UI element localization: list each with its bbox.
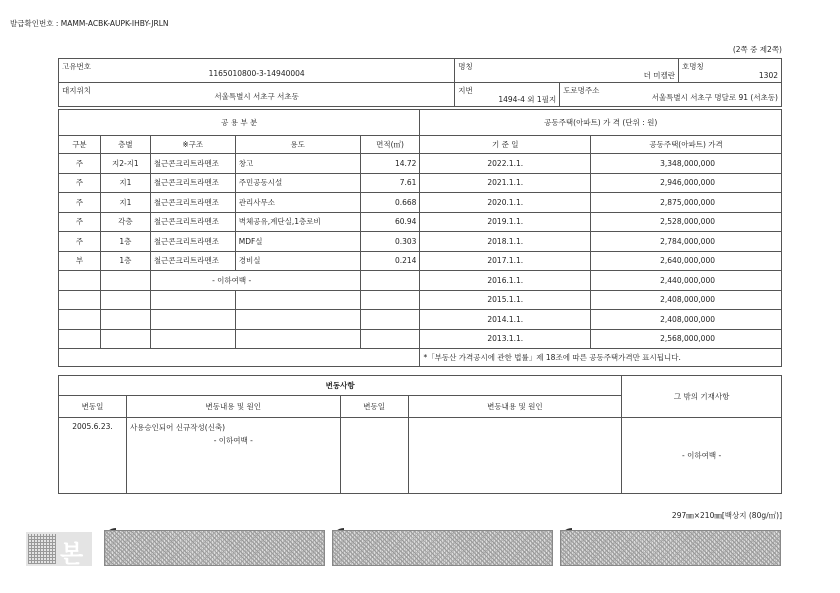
row-area xyxy=(360,271,420,291)
security-barcode-2 xyxy=(332,530,553,566)
row-type xyxy=(59,329,101,349)
road-cell xyxy=(560,83,782,107)
change-date-2 xyxy=(340,418,408,494)
price-value: 2,640,000,000 xyxy=(591,251,782,271)
row-type: 주 xyxy=(59,154,101,174)
row-floor: 지1 xyxy=(100,193,150,213)
row-structure: 철근콘크리트라멘조 xyxy=(150,173,235,193)
row-type: 부 xyxy=(59,251,101,271)
price-date: 2019.1.1. xyxy=(420,212,591,232)
header-area: 면적(㎡) xyxy=(360,136,420,154)
price-date: 2018.1.1. xyxy=(420,232,591,252)
table-row xyxy=(59,173,782,193)
changes-table xyxy=(58,375,782,494)
row-use xyxy=(235,329,360,349)
row-area: 60.94 xyxy=(360,212,420,232)
change-end-mark: - 이하여백 - xyxy=(213,436,253,445)
row-type: 주 xyxy=(59,212,101,232)
common-end-mark: - 이하여백 - xyxy=(150,271,360,291)
price-note: *「부동산 가격공시에 관한 법률」제 18조에 따른 공동주택가격만 표시됩니다. xyxy=(420,349,782,367)
row-area xyxy=(360,329,420,349)
row-structure: 철근콘크리트라멘조 xyxy=(150,251,235,271)
row-area: 7.61 xyxy=(360,173,420,193)
header-type: 구분 xyxy=(59,136,101,154)
row-floor: 1층 xyxy=(100,232,150,252)
unique-no-cell xyxy=(59,59,455,83)
header-use: 용도 xyxy=(235,136,360,154)
lot-cell xyxy=(455,83,560,107)
row-use xyxy=(235,290,360,310)
header-base-date: 기 준 일 xyxy=(420,136,591,154)
table-row xyxy=(59,232,782,252)
change-content-header: 변동내용 및 원인 xyxy=(126,396,340,418)
table-row xyxy=(59,290,782,310)
price-value: 2,408,000,000 xyxy=(591,310,782,330)
unique-no: 1165010800-3-14940004 xyxy=(208,69,305,78)
price-date: 2015.1.1. xyxy=(420,290,591,310)
row-structure: 철근콘크리트라멘조 xyxy=(150,212,235,232)
row-floor: 지2-지1 xyxy=(100,154,150,174)
road-label: 도로명주소 xyxy=(563,86,600,95)
row-type xyxy=(59,310,101,330)
price-value: 2,946,000,000 xyxy=(591,173,782,193)
table-row xyxy=(59,310,782,330)
row-area xyxy=(360,310,420,330)
other-title: 그 밖의 기재사항 xyxy=(622,376,782,418)
price-date: 2022.1.1. xyxy=(420,154,591,174)
row-use: 경비실 xyxy=(235,251,360,271)
change-content-header-2: 변동내용 및 원인 xyxy=(408,396,622,418)
unit-cell xyxy=(679,59,782,83)
row-use: 벽체공유,계단실,1층로비 xyxy=(235,212,360,232)
row-use: 관리사무소 xyxy=(235,193,360,213)
paper-size: 297㎜×210㎜[백상지 (80g/㎡)] xyxy=(671,511,782,520)
change-date: 2005.6.23. xyxy=(59,418,127,494)
row-structure: 철근콘크리트라멘조 xyxy=(150,154,235,174)
row-area xyxy=(360,290,420,310)
price-value: 2,408,000,000 xyxy=(591,290,782,310)
issue-number: 발급확인번호 : MAMM-ACBK-AUPK-IHBY-JRLN xyxy=(10,19,169,28)
seal-char: 본 xyxy=(60,540,84,568)
row-floor xyxy=(100,290,150,310)
row-use: MDF실 xyxy=(235,232,360,252)
site-cell xyxy=(59,83,455,107)
table-row xyxy=(59,329,782,349)
change-date-header: 변동일 xyxy=(59,396,127,418)
lot: 1494-4 외 1필지 xyxy=(498,95,557,104)
common-blank xyxy=(59,349,420,367)
row-area: 0.668 xyxy=(360,193,420,213)
row-area: 0.214 xyxy=(360,251,420,271)
row-floor: 지1 xyxy=(100,173,150,193)
name-cell xyxy=(455,59,679,83)
header-price: 공동주택(아파트) 가격 xyxy=(591,136,782,154)
road-address: 서울특별시 서초구 명달로 91 (서초동) xyxy=(651,93,778,102)
row-area: 14.72 xyxy=(360,154,420,174)
change-date-header-2: 변동일 xyxy=(340,396,408,418)
price-value: 2,568,000,000 xyxy=(591,329,782,349)
table-row xyxy=(59,251,782,271)
issuer-seal xyxy=(26,532,92,566)
price-value: 2,440,000,000 xyxy=(591,271,782,291)
price-date: 2014.1.1. xyxy=(420,310,591,330)
changes-title: 변동사항 xyxy=(59,376,622,396)
row-use xyxy=(235,310,360,330)
price-value: 2,528,000,000 xyxy=(591,212,782,232)
row-type: 주 xyxy=(59,232,101,252)
site-label: 대지위치 xyxy=(62,86,91,95)
table-row xyxy=(59,193,782,213)
price-value: 2,784,000,000 xyxy=(591,232,782,252)
row-type: 주 xyxy=(59,173,101,193)
row-floor xyxy=(100,329,150,349)
common-title: 공 용 부 분 xyxy=(59,110,420,136)
row-type xyxy=(59,290,101,310)
change-content-cell xyxy=(126,418,340,494)
price-date: 2016.1.1. xyxy=(420,271,591,291)
unit-label: 호명칭 xyxy=(682,62,704,71)
header-floor: 층별 xyxy=(100,136,150,154)
row-type: 주 xyxy=(59,193,101,213)
row-floor: 1층 xyxy=(100,251,150,271)
table-row xyxy=(59,271,782,291)
price-value: 2,875,000,000 xyxy=(591,193,782,213)
row-structure: 철근콘크리트라멘조 xyxy=(150,193,235,213)
row-floor xyxy=(100,271,150,291)
main-table xyxy=(58,109,782,367)
change-content-2 xyxy=(408,418,622,494)
header-structure: ※구조 xyxy=(150,136,235,154)
price-value: 3,348,000,000 xyxy=(591,154,782,174)
table-row xyxy=(59,154,782,174)
price-date: 2020.1.1. xyxy=(420,193,591,213)
price-date: 2013.1.1. xyxy=(420,329,591,349)
row-use: 주민공동시설 xyxy=(235,173,360,193)
building-info-table xyxy=(58,58,782,107)
row-structure xyxy=(150,310,235,330)
row-structure: 철근콘크리트라멘조 xyxy=(150,232,235,252)
name-label: 명칭 xyxy=(458,62,473,71)
row-structure xyxy=(150,329,235,349)
security-barcode-3 xyxy=(560,530,781,566)
site: 서울특별시 서초구 서초동 xyxy=(214,92,299,101)
price-date: 2021.1.1. xyxy=(420,173,591,193)
price-title: 공동주택(아파트) 가 격 (단위 : 원) xyxy=(420,110,782,136)
row-type xyxy=(59,271,101,291)
security-barcode-1 xyxy=(104,530,325,566)
row-floor: 각층 xyxy=(100,212,150,232)
lot-label: 지번 xyxy=(458,86,473,95)
unique-no-label: 고유번호 xyxy=(62,62,91,71)
seal-pattern xyxy=(28,534,56,564)
table-row xyxy=(59,212,782,232)
row-use: 창고 xyxy=(235,154,360,174)
other-content: - 이하여백 - xyxy=(622,418,782,494)
row-floor xyxy=(100,310,150,330)
page-indicator: (2쪽 중 제2쪽) xyxy=(732,45,782,54)
row-area: 0.303 xyxy=(360,232,420,252)
building-name: 더 미켈란 xyxy=(643,71,676,80)
row-structure xyxy=(150,290,235,310)
change-content: 사용승인되어 신규작성(신축) xyxy=(129,423,226,432)
price-date: 2017.1.1. xyxy=(420,251,591,271)
unit-name: 1302 xyxy=(758,71,778,80)
